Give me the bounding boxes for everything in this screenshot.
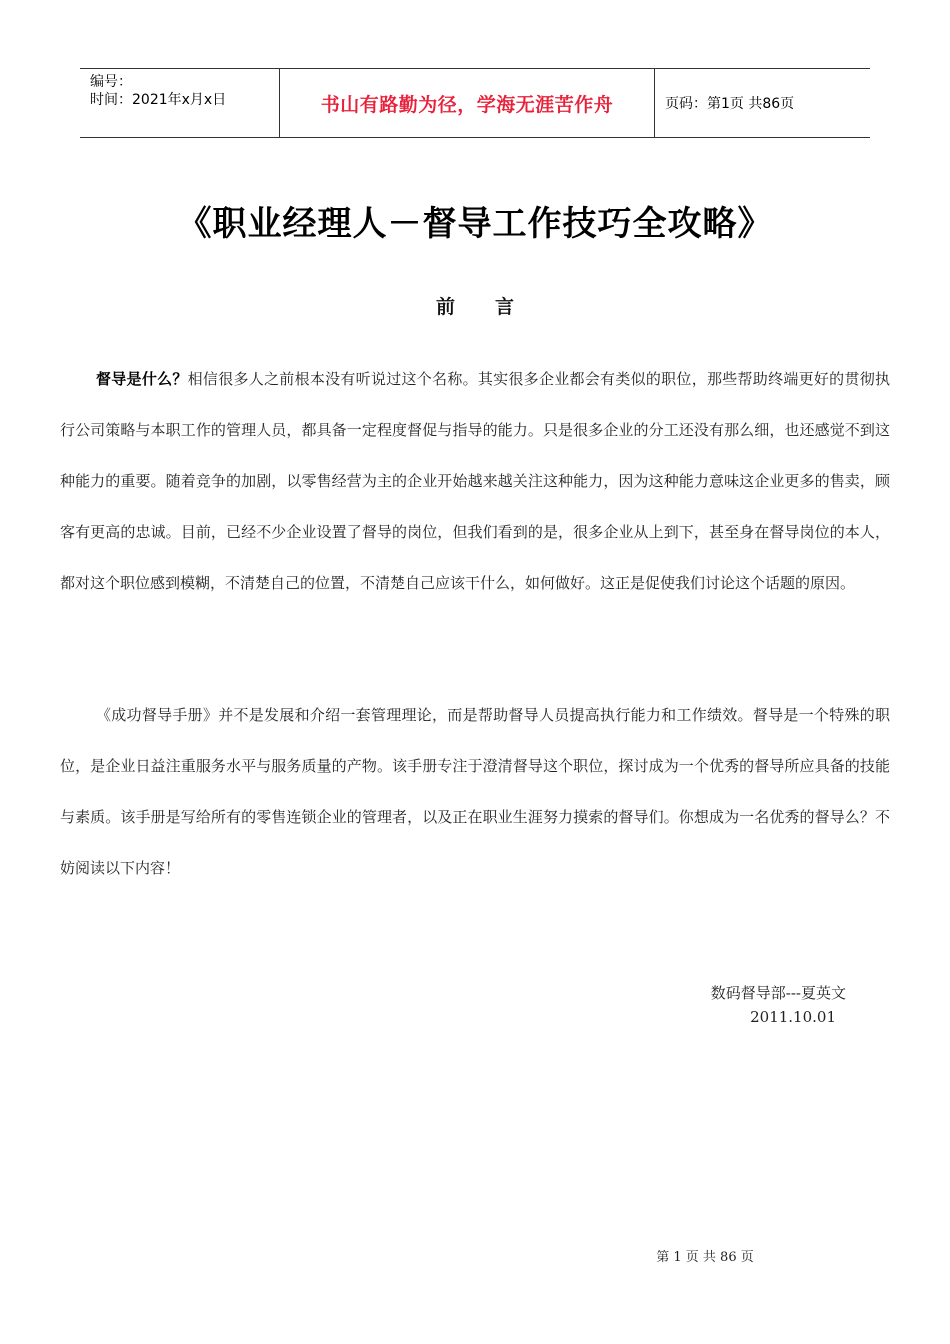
header-meta xyxy=(80,69,280,137)
signature: 数码督导部---夏英文 xyxy=(710,984,846,1002)
header-motto: 书山有路勤为径，学海无涯苦作舟 xyxy=(280,69,655,137)
paragraph-intro-body: 相信很多人之前根本没有听说过这个名称。其实很多企业都会有类似的职位，那些帮助终端更好的贯彻执行公司策略与本职工作的管理人员，都具备一定程度督促与指导的能力。只是很多企业的分工还没有那么细，也还感觉不到这种能力的重要。随着竞争的加剧，以零售经营为主的企业开始越来越关注这种能力，因为这种能力意味这企业更多的售卖，顾客有更高的忠诚。目前，已经不少企业设置了督导的岗位，但我们看到的是，很多企业从上到下，甚至身在督导岗位的本人，都对这个职位感到模糊，不清楚自己的位置，不清楚自己应该干什么，如何做好。这正是促使我们讨论这个话题的原因。 xyxy=(60,370,890,592)
section-heading: 前言 xyxy=(435,296,554,318)
document-time-label: 时间：2021年x月x日 xyxy=(90,92,227,108)
document-title: 《职业经理人－督导工作技巧全攻略》 xyxy=(177,204,773,244)
page-header xyxy=(80,68,870,138)
header-page-info: 页码：第1页 共86页 xyxy=(665,96,795,112)
paragraph-lead: 督导是什么？ xyxy=(96,370,188,388)
paragraph-intro xyxy=(60,354,890,609)
signature-date: 2011.10.01 xyxy=(750,1008,836,1026)
paragraph-manual: 《成功督导手册》并不是发展和介绍一套管理理论，而是帮助督导人员提高执行能力和工作绩效。督导是一个特殊的职位，是企业日益注重服务水平与服务质量的产物。该手册专注于澄清督导这个职位，探讨成为一个优秀的督导所应具备的技能与素质。该手册是写给所有的零售连锁企业的管理者，以及正在职业生涯努力摸索的督导们。你想成为一名优秀的督导么？不妨阅读以下内容！ xyxy=(60,706,890,877)
document-number-label: 编号： xyxy=(90,74,132,90)
page-footer: 第 1 页 共 86 页 xyxy=(656,1250,754,1265)
